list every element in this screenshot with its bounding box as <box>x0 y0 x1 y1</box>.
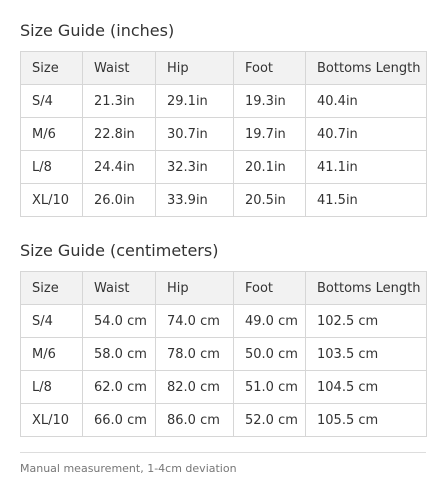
cell-foot: 19.7in <box>234 118 306 151</box>
cell-foot: 20.1in <box>234 151 306 184</box>
size-table-centimeters <box>20 271 427 437</box>
cell-foot: 49.0 cm <box>234 305 306 338</box>
cell-bottoms-length: 40.4in <box>306 85 427 118</box>
header-foot: Foot <box>234 272 306 305</box>
cell-waist: 24.4in <box>83 151 156 184</box>
cell-hip: 86.0 cm <box>156 404 234 437</box>
cell-foot: 51.0 cm <box>234 371 306 404</box>
table-row <box>21 371 427 404</box>
cell-waist: 66.0 cm <box>83 404 156 437</box>
table-header-row <box>21 272 427 305</box>
table-row <box>21 151 427 184</box>
cell-size: M/6 <box>21 338 83 371</box>
table-row <box>21 338 427 371</box>
cell-bottoms-length: 102.5 cm <box>306 305 427 338</box>
cell-size: M/6 <box>21 118 83 151</box>
cell-foot: 20.5in <box>234 184 306 217</box>
cell-hip: 74.0 cm <box>156 305 234 338</box>
cell-waist: 54.0 cm <box>83 305 156 338</box>
table-row <box>21 305 427 338</box>
cell-hip: 82.0 cm <box>156 371 234 404</box>
measurement-footnote: Manual measurement, 1-4cm deviation <box>20 462 237 475</box>
cell-size: S/4 <box>21 305 83 338</box>
header-foot: Foot <box>234 52 306 85</box>
cell-waist: 21.3in <box>83 85 156 118</box>
table-row <box>21 184 427 217</box>
table-row <box>21 404 427 437</box>
cell-hip: 78.0 cm <box>156 338 234 371</box>
cell-bottoms-length: 40.7in <box>306 118 427 151</box>
header-size: Size <box>21 52 83 85</box>
size-table-inches <box>20 51 427 217</box>
cell-foot: 50.0 cm <box>234 338 306 371</box>
header-bottoms-length: Bottoms Length <box>306 52 427 85</box>
cell-bottoms-length: 41.1in <box>306 151 427 184</box>
cell-bottoms-length: 104.5 cm <box>306 371 427 404</box>
footnote-divider <box>20 452 426 453</box>
table-header-row <box>21 52 427 85</box>
header-bottoms-length: Bottoms Length <box>306 272 427 305</box>
header-waist: Waist <box>83 52 156 85</box>
cell-foot: 52.0 cm <box>234 404 306 437</box>
cell-waist: 26.0in <box>83 184 156 217</box>
header-hip: Hip <box>156 52 234 85</box>
cell-hip: 33.9in <box>156 184 234 217</box>
table-row <box>21 85 427 118</box>
cell-size: XL/10 <box>21 184 83 217</box>
cell-bottoms-length: 41.5in <box>306 184 427 217</box>
cell-waist: 58.0 cm <box>83 338 156 371</box>
cell-hip: 30.7in <box>156 118 234 151</box>
header-size: Size <box>21 272 83 305</box>
cell-waist: 62.0 cm <box>83 371 156 404</box>
table-row <box>21 118 427 151</box>
cell-size: XL/10 <box>21 404 83 437</box>
header-waist: Waist <box>83 272 156 305</box>
cell-size: L/8 <box>21 151 83 184</box>
header-hip: Hip <box>156 272 234 305</box>
cell-foot: 19.3in <box>234 85 306 118</box>
cell-hip: 32.3in <box>156 151 234 184</box>
size-guide-inches-title: Size Guide (inches) <box>20 21 175 40</box>
cell-size: S/4 <box>21 85 83 118</box>
cell-waist: 22.8in <box>83 118 156 151</box>
size-guide-centimeters-title: Size Guide (centimeters) <box>20 241 219 260</box>
cell-hip: 29.1in <box>156 85 234 118</box>
cell-bottoms-length: 103.5 cm <box>306 338 427 371</box>
cell-size: L/8 <box>21 371 83 404</box>
cell-bottoms-length: 105.5 cm <box>306 404 427 437</box>
